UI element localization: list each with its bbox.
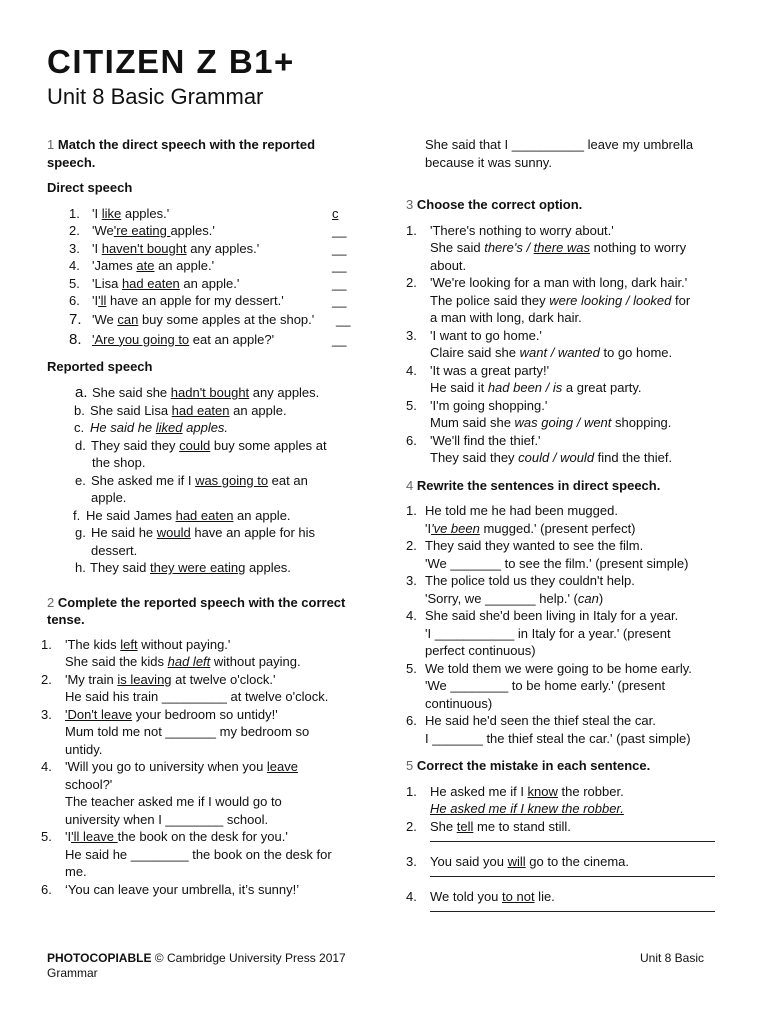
item-marker: h. <box>75 560 86 575</box>
right-column <box>406 136 726 923</box>
answer-blank[interactable]: __ <box>332 240 347 256</box>
list-item: 2. 'My train is leaving at twelve o'clock.' He said his train _________ at twelve o'clock. <box>41 671 329 704</box>
list-item: e. She asked me if I was going to eat an apple. <box>75 472 308 505</box>
list-item: 5. 'I'm going shopping.' Mum said she was going / went shopping. <box>406 397 672 430</box>
answer-blank[interactable]: __ <box>332 293 347 308</box>
exercise-5 <box>406 757 726 923</box>
answer-blank[interactable]: c <box>332 205 339 221</box>
answer-blank[interactable]: __ <box>332 258 347 273</box>
list-item: 5. 'Lisa had eaten an apple.' __ <box>69 275 347 291</box>
item-marker: 5. <box>69 275 80 291</box>
item-marker: 3. <box>406 573 417 588</box>
page-subtitle: Unit 8 Basic Grammar <box>47 84 264 109</box>
item-marker: a. <box>75 384 88 401</box>
exercise-2-continued: She said that I __________ leave my umbrella because it was sunny. <box>425 137 694 170</box>
list-item: 1. 'There's nothing to worry about.' She said there's / there was nothing to worry about. <box>406 222 687 273</box>
item-marker: 5. <box>406 660 417 676</box>
left-column <box>41 136 367 898</box>
item-marker: g. <box>75 525 86 540</box>
item-marker: 2. <box>69 223 80 238</box>
list-item: 2. 'We're looking for a man with long, dark hair.' The police said they were looking / looked for a man with long, dark hair. <box>406 275 691 325</box>
list-item: 6. 'We'll find the thief.' They said they could / would find the thief. <box>406 432 673 465</box>
list-item: 1. He asked me if I know the robber. He asked me if I knew the robber. <box>406 783 726 818</box>
list-item: 1. 'I like apples.' c <box>69 205 339 221</box>
list-item: 4. We told you to not lie. <box>406 888 726 923</box>
list-item: 8. 'Are you going to eat an apple?' __ <box>69 330 347 348</box>
footer-copyright: PHOTOCOPIABLE © Cambridge University Press 2017 Grammar <box>47 951 346 980</box>
item-marker: 6. <box>406 432 417 448</box>
exercise-heading <box>47 136 367 171</box>
answer-blank[interactable]: __ <box>332 275 347 291</box>
item-marker: 5. <box>41 829 52 844</box>
exercise-number: 3 <box>406 197 414 212</box>
item-marker: 2. <box>406 818 417 834</box>
item-marker: 3. <box>406 853 417 869</box>
list-item: 3. The police told us they couldn't help. 'Sorry, we _______ help.' (can) <box>406 573 635 606</box>
item-marker: d. <box>75 437 86 453</box>
item-marker: 2. <box>41 671 52 687</box>
list-item: 5. 'I'll leave the book on the desk for you.' He said he ________ the book on the desk for me. <box>41 829 332 879</box>
item-marker: 1. <box>406 222 417 238</box>
list-item: 6. ‘You can leave your umbrella, it’s sunny!’ <box>41 881 300 897</box>
list-item: d. They said they could buy some apples at the shop. <box>75 437 327 470</box>
list-item: 4. 'James ate an apple.' __ <box>69 258 347 273</box>
exercise-heading <box>406 477 726 495</box>
item-marker: 6. <box>41 881 52 897</box>
item-marker: 4. <box>406 362 417 378</box>
list-item: 5. We told them we were going to be home early. 'We ________ to be home early.' (present continuous) <box>406 660 692 711</box>
list-item: 2. They said they wanted to see the film. 'We _______ to see the film.' (present simple) <box>406 538 689 571</box>
exercise-3-list <box>406 222 726 467</box>
reported-speech-list <box>47 384 367 577</box>
list-item: c. He said he liked apples. <box>74 420 229 435</box>
list-item: 2. 'We're eating apples.' __ <box>69 223 347 238</box>
answer-blank[interactable]: __ <box>336 311 351 327</box>
exercise-heading <box>406 196 726 214</box>
exercise-title: Match the direct speech with the reported speech. <box>47 137 316 170</box>
list-item: 4. She said she'd been living in Italy for a year. 'I ___________ in Italy for a year.' (present perfect continuous) <box>406 608 679 658</box>
exercise-4 <box>406 477 726 748</box>
exercise-title: Complete the reported speech with the correct tense. <box>47 594 346 627</box>
item-marker: b. <box>74 402 85 418</box>
exercise-number: 5 <box>406 758 414 773</box>
item-marker: 4. <box>41 759 52 774</box>
list-item: 1. He told me he had been mugged. 'I've been mugged.' (present perfect) <box>406 503 636 536</box>
exercise-title: Correct the mistake in each sentence. <box>416 758 651 773</box>
list-item: 6. He said he'd seen the thief steal the car. I _______ the thief steal the car.' (past simple) <box>406 713 691 746</box>
item-marker: 6. <box>406 713 417 728</box>
list-item: 3. 'I want to go home.' Claire said she want / wanted to go home. <box>406 327 673 360</box>
exercise-number: 2 <box>47 594 55 610</box>
list-item: f. He said James had eaten an apple. <box>73 507 291 523</box>
exercise-title: Choose the correct option. <box>416 197 583 212</box>
list-item: 3. You said you will go to the cinema. <box>406 853 726 888</box>
item-marker: 4. <box>69 258 80 273</box>
answer-blank[interactable]: __ <box>332 223 347 238</box>
footer-unit-label: Unit 8 Basic <box>640 951 705 965</box>
item-marker: 2. <box>406 538 417 553</box>
list-item: 2. She tell me to stand still. <box>406 818 726 853</box>
exercise-number: 1 <box>47 137 55 152</box>
list-item: 4. 'Will you go to university when you leave school?' The teacher asked me if I would go to university when I ________ school. <box>41 759 298 827</box>
item-marker: 8. <box>69 330 82 348</box>
item-marker: c. <box>74 420 85 435</box>
page-title: CITIZEN Z B1+ <box>47 43 295 80</box>
exercise-4-list <box>406 502 726 747</box>
list-item: 7. 'We can buy some apples at the shop.' __ <box>69 310 351 328</box>
item-marker: 7. <box>69 310 82 328</box>
item-marker: 1. <box>69 205 80 221</box>
exercise-3 <box>406 196 726 467</box>
reported-speech-heading: Reported speech <box>47 358 153 374</box>
item-marker: 3. <box>69 240 80 256</box>
exercise-1 <box>47 136 367 577</box>
item-marker: 1. <box>406 503 417 518</box>
list-item: h. They said they were eating apples. <box>75 560 291 575</box>
list-item: 4. 'It was a great party!' He said it had been / is a great party. <box>406 362 642 395</box>
direct-speech-list <box>47 205 367 350</box>
item-marker: e. <box>75 472 86 488</box>
direct-speech-heading: Direct speech <box>47 180 133 195</box>
exercise-title: Rewrite the sentences in direct speech. <box>416 477 661 493</box>
item-marker: 2. <box>406 275 417 290</box>
list-item: 6. 'I'll have an apple for my dessert.' __ <box>69 293 347 308</box>
answer-line[interactable] <box>430 870 726 888</box>
exercise-2 <box>41 594 367 899</box>
exercise-heading <box>406 757 726 775</box>
exercise-5-list <box>406 783 726 923</box>
item-marker: 4. <box>406 888 417 904</box>
list-item: a. She said she hadn't bought any apples. <box>75 384 320 401</box>
item-marker: 1. <box>41 636 52 652</box>
item-marker: f. <box>73 507 81 523</box>
item-marker: 3. <box>41 706 52 722</box>
exercise-heading <box>47 594 367 629</box>
item-marker: 5. <box>406 397 417 413</box>
list-item: b. She said Lisa had eaten an apple. <box>74 402 287 418</box>
answer-line[interactable] <box>430 905 726 923</box>
answer-line[interactable] <box>430 835 726 853</box>
list-item: g. He said he would have an apple for his dessert. <box>75 525 316 558</box>
list-item: 3. 'Don't leave your bedroom so untidy!' Mum told me not _______ my bedroom so untidy. <box>41 706 310 757</box>
item-marker: 4. <box>406 608 417 623</box>
list-item: 1. 'The kids left without paying.' She said the kids had left without paying. <box>41 636 301 669</box>
item-marker: 6. <box>69 293 80 308</box>
exercise-2-list <box>41 636 367 899</box>
item-marker: 3. <box>406 327 417 343</box>
item-marker: 1. <box>406 783 417 799</box>
list-item: 3. 'I haven't bought any apples.' __ <box>69 240 347 256</box>
answer-blank[interactable]: __ <box>332 331 347 347</box>
answer-example: He asked me if I knew the robber. <box>430 801 624 816</box>
exercise-number: 4 <box>406 477 414 493</box>
